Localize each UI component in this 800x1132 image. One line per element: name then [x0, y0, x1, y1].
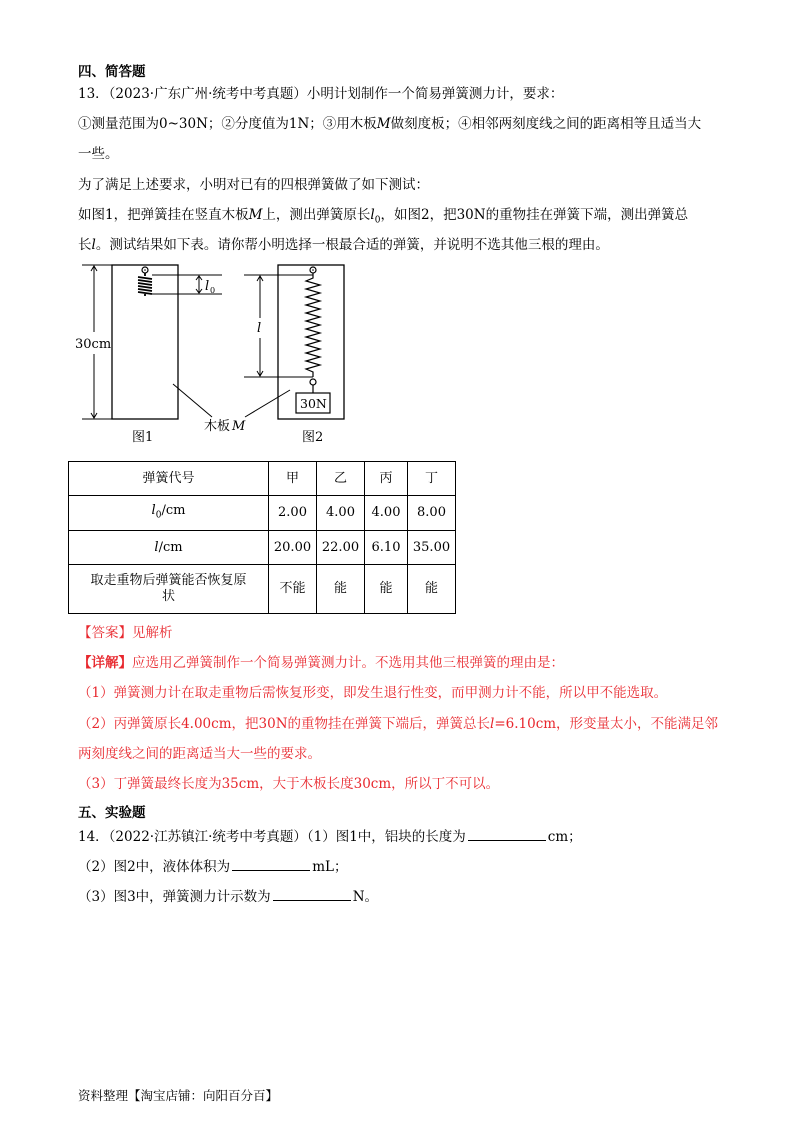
- question-13-test-desc: 为了满足上述要求，小明对已有的四根弹簧做了如下测试：: [78, 177, 429, 193]
- header-cell: 甲: [269, 462, 317, 496]
- 30cm-label: 30cm: [75, 337, 112, 352]
- header-cell: 丙: [365, 462, 408, 496]
- l0-label-sub: 0: [210, 286, 216, 295]
- question-13-requirements-cont: 一些。: [78, 146, 119, 162]
- header-cell: 丁: [408, 462, 456, 496]
- question-13-intro: 13．（2023·广东广州·统考中考真题）小明计划制作一个简易弹簧测力计，要求：: [78, 86, 564, 102]
- table-cell: 8.00: [408, 496, 456, 531]
- figure-2-caption: 图2: [302, 430, 324, 445]
- board-pointer-2: [245, 390, 290, 417]
- row-label: 取走重物后弹簧能否恢复原 状: [69, 565, 269, 614]
- table-cell: 4.00: [317, 496, 365, 531]
- detail-tag: 【详解】: [78, 655, 132, 671]
- table-cell: 不能: [269, 565, 317, 614]
- figure-1-caption: 图1: [132, 430, 154, 445]
- q14-unit-a: cm；: [547, 829, 582, 845]
- page-footer: 资料整理【淘宝店铺：向阳百分百】: [78, 1088, 279, 1103]
- spring-test-table: [68, 461, 456, 614]
- table-cell: 能: [408, 565, 456, 614]
- l-label: l: [257, 321, 262, 336]
- spring-fig1: [138, 273, 152, 296]
- header-cell: 乙: [317, 462, 365, 496]
- q14-text-a: 14．（2022·江苏镇江·统考中考真题）（1）图1中，铝块的长度为: [78, 829, 466, 845]
- board-label-M: M: [232, 419, 246, 434]
- header-cell: 弹簧代号: [69, 462, 269, 496]
- detail-point-2-cont: 两刻度线之间的距离适当大一些的要求。: [78, 746, 321, 762]
- detail-point-1: （1）弹簧测力计在取走重物后需恢复形变，即发生退行性变，而甲测力计不能，所以甲不能选取。: [78, 685, 668, 701]
- p2-text-b: =6.10cm，形变量太小，不能满足邻: [494, 716, 719, 732]
- spring-fig2: [306, 273, 320, 377]
- answer-line: 【答案】见解析: [78, 625, 173, 641]
- question-14-part-3: [78, 886, 378, 907]
- fig-text-b: 上，测出弹簧原长: [262, 207, 371, 223]
- table-row-recover: [69, 565, 456, 614]
- detail-point-3: （3）丁弹簧最终长度为35cm，大于木板长度30cm，所以丁不可以。: [78, 776, 500, 792]
- table-cell: 能: [317, 565, 365, 614]
- q14-unit-c: N。: [352, 889, 378, 905]
- fig-var-l0: l: [370, 207, 375, 223]
- req-text-b: 做刻度板；④相邻两刻度线之间的距离相等且适当大: [390, 116, 702, 132]
- table-cell: 4.00: [365, 496, 408, 531]
- table-row-l: [69, 531, 456, 565]
- table-header-row: [69, 462, 456, 496]
- table-cell: 35.00: [408, 531, 456, 565]
- section-heading-experiment: 五、实验题: [78, 805, 146, 821]
- detail-point-2: [78, 714, 718, 734]
- q14-unit-b: mL；: [312, 859, 348, 875]
- detail-line: [78, 653, 564, 673]
- fig-text-c: ，如图2，把30N的重物挂在弹簧下端，测出弹簧总: [380, 207, 689, 223]
- table-cell: 能: [365, 565, 408, 614]
- answer-blank-1[interactable]: [468, 826, 546, 841]
- req-var-M: M: [376, 116, 391, 132]
- table-cell: 6.10: [365, 531, 408, 565]
- spring-figure: [0, 0, 800, 460]
- req-text-a: ①测量范围为0~30N；②分度值为1N；③用木板: [78, 116, 377, 132]
- fig-text-d: 长: [78, 237, 92, 253]
- detail-text: 应选用乙弹簧制作一个简易弹簧测力计。不选用其他三根弹簧的理由是：: [132, 655, 564, 671]
- answer-blank-3[interactable]: [273, 886, 351, 901]
- table-cell: 20.00: [269, 531, 317, 565]
- table-row-l0: [69, 496, 456, 531]
- p2-var-l: l: [490, 716, 495, 732]
- row-label: l/cm: [69, 531, 269, 565]
- weight-label: 30N: [300, 396, 327, 411]
- fig-text-a: 如图1，把弹簧挂在竖直木板: [78, 207, 249, 223]
- answer-blank-2[interactable]: [232, 856, 310, 871]
- fig-text-e: 。测试结果如下表。请你帮小明选择一根最合适的弹簧，并说明不选其他三根的理由。: [95, 237, 609, 253]
- board-label: 木板: [204, 419, 231, 434]
- section-heading-short-answer: 四、简答题: [78, 64, 146, 80]
- q14-text-b: （2）图2中，液体体积为: [78, 859, 231, 875]
- table-cell: 22.00: [317, 531, 365, 565]
- board-fig1: [112, 265, 178, 419]
- fig-var-M: M: [248, 207, 263, 223]
- fig-var-l: l: [91, 237, 96, 253]
- row-label: $l_0/cm$: [69, 496, 269, 531]
- fig-var-l0-sub: 0: [374, 215, 381, 226]
- question-14-part-2: [78, 856, 347, 877]
- l0-label: l: [205, 279, 210, 294]
- table-cell: 2.00: [269, 496, 317, 531]
- board-pointer-1: [173, 384, 212, 417]
- question-14-part-1: [78, 826, 582, 847]
- q14-text-c: （3）图3中，弹簧测力计示数为: [78, 889, 271, 905]
- p2-text-a: （2）丙弹簧原长4.00cm，把30N的重物挂在弹簧下端后，弹簧总长: [78, 716, 490, 732]
